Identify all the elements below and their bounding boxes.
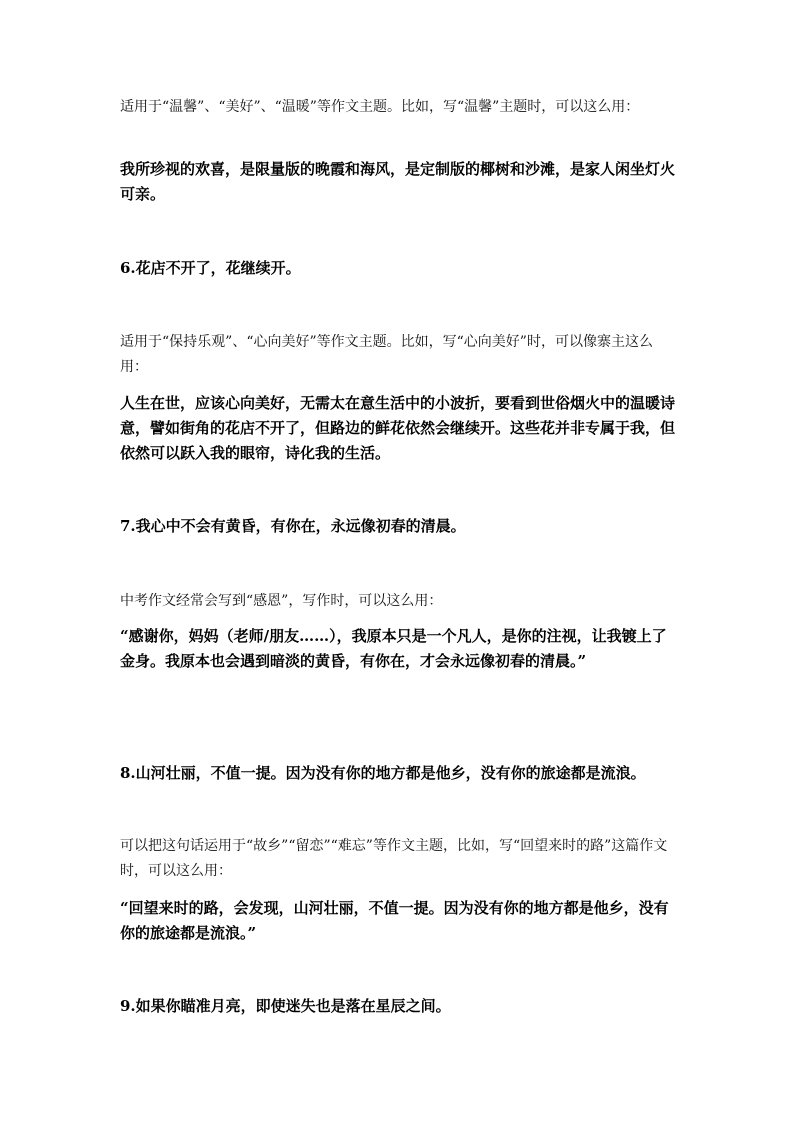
heading-7: 7.我心中不会有黄昏，有你在，永远像初春的清晨。 — [120, 517, 466, 535]
example-text-7: “感谢你，妈妈（老师/朋友……），我原本只是一个凡人，是你的注视，让我镀上了金身。我原本也会遇到暗淡的黄昏，有你在，才会永远像初春的清晨。” — [120, 627, 667, 670]
usage-text-8: 可以把这句话运用于“故乡”“留恋”“难忘”等作文主题，比如，写“回望来时的路”这篇作文时，可以这么用： — [120, 838, 668, 879]
example-text-6: 人生在世，应该心向美好，无需太在意生活中的小波折，要看到世俗烟火中的温暖诗意，譬如街角的花店不开了，但路边的鲜花依然会继续开。这些花并非专属于我，但依然可以跃入我的眼帘，诗化我的生活。 — [120, 394, 676, 462]
heading-6: 6.花店不开了，花继续开。 — [120, 259, 301, 277]
usage-text-warm: 适用于“温馨”、“美好”、“温暖”等作文主题。比如，写“温馨”主题时，可以这么用： — [120, 99, 640, 115]
usage-text-7: 中考作文经常会写到“感恩”，写作时，可以这么用： — [120, 593, 443, 609]
example-text-warm: 我所珍视的欢喜，是限量版的晚霞和海风，是定制版的椰树和沙滩，是家人闲坐灯火可亲。 — [120, 160, 676, 203]
usage-text-6: 适用于“保持乐观”、“心向美好”等作文主题。比如，写“心向美好”时，可以像寨主这么用： — [120, 334, 653, 375]
example-text-8: “回望来时的路，会发现，山河壮丽，不值一提。因为没有你的地方都是他乡，没有你的旅途都是流浪。” — [120, 899, 669, 942]
heading-8: 8.山河壮丽，不值一提。因为没有你的地方都是他乡，没有你的旅途都是流浪。 — [120, 764, 646, 782]
heading-9: 9.如果你瞄准月亮，即使迷失也是落在星辰之间。 — [120, 997, 451, 1015]
